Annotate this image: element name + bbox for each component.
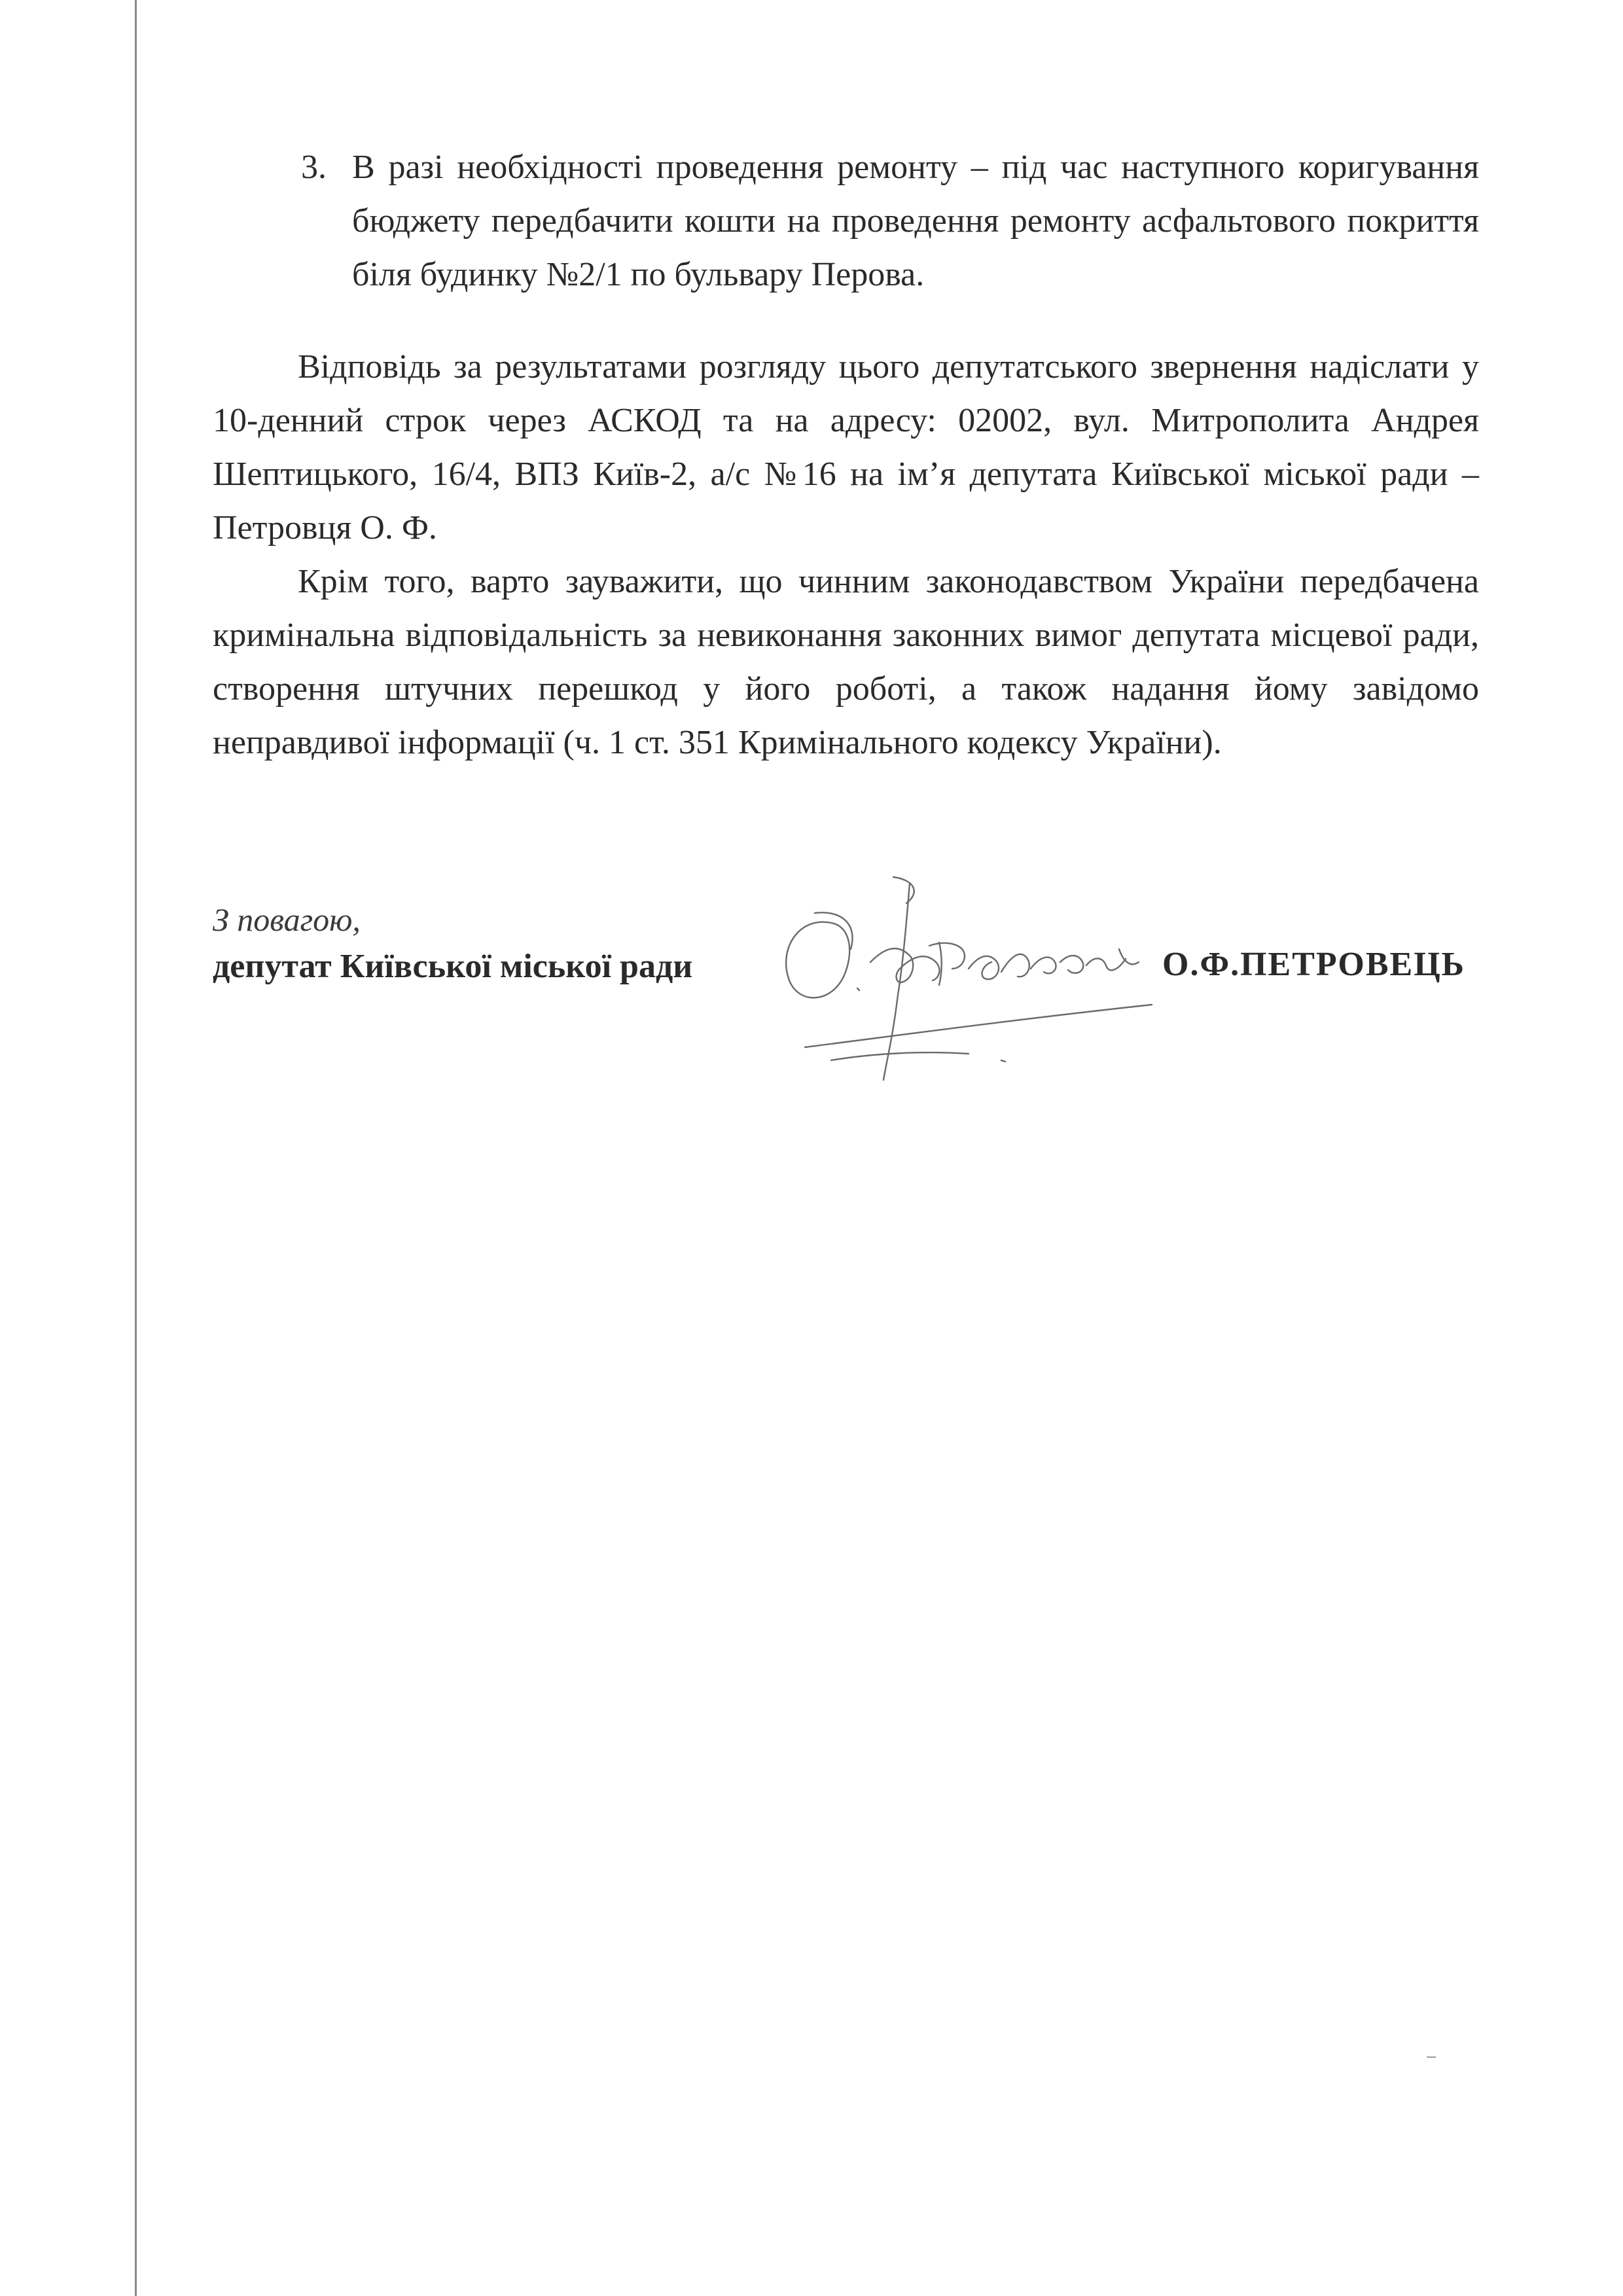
list-item-number: 3. [301,149,327,186]
liability-paragraph: Крім того, варто зауважити, що чинним законодавством України передбачена кримінальна відповідальність за невиконання законних вимог депутата місцевої ради, створення штучних перешкод у його роботі, а також надання йому завідомо неправдивої інформації (ч. 1 ст. 351 Кримінального кодексу України). [213,563,1479,761]
scan-mark [1427,2056,1436,2058]
page-binding-line [135,0,137,2296]
signer-position: депутат Київської міської ради [213,948,693,985]
response-paragraph: Відповідь за результатами розгляду цього депутатського звернення надіслати у 10-денний строк через АСКОД та на адресу: 02002, вул. Митрополита Андрея Шептицького, 16/4, ВПЗ Київ-2, а/с №16 на ім’я депутата Київської міської ради – Петровця О. Ф. [213,348,1479,547]
signer-name: О.Ф.ПЕТРОВЕЦЬ [1162,946,1466,983]
list-item-3 [301,141,1479,302]
handwritten-signature [753,864,1158,1086]
closing-phrase: З повагою, [213,901,361,938]
list-item-text: В разі необхідності проведення ремонту – під час наступного коригування бюджету передбачити кошти на проведення ремонту асфальтового покриття біля будинку №2/1 по бульвару Перова. [352,149,1479,293]
